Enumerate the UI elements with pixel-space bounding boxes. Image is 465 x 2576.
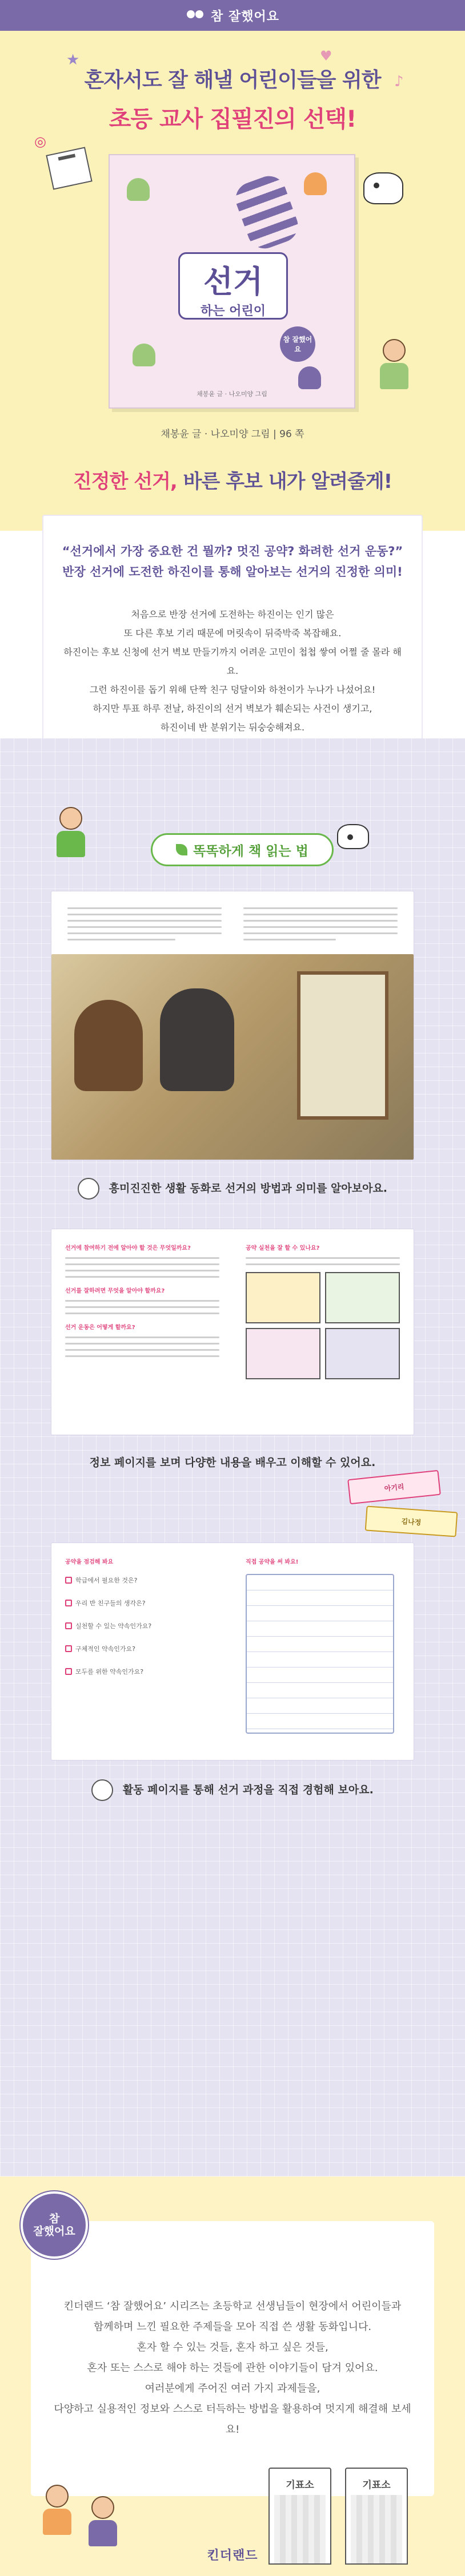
synopsis-line: 그런 하진이를 돕기 위해 단짝 친구 덩달이와 하천이가 누나가 나섰어요!: [89, 684, 376, 695]
striped-arm-illustration: [231, 171, 303, 253]
caption-story-text: 흥미진진한 생활 동화로 선거의 방법과 의미를 알아보아요.: [109, 1182, 388, 1195]
plant-icon: [304, 172, 327, 195]
plant-icon: [127, 178, 150, 201]
synopsis-line: 처음으로 반장 선거에 도전하는 하진이는 인기 많은: [131, 609, 334, 620]
booth-label: 기표소: [362, 2480, 391, 2491]
kid-illustration: [40, 2485, 74, 2536]
hero-section: [0, 31, 465, 531]
tagline-part-1: 진정한 선거,: [73, 470, 177, 493]
checkbox-icon: [65, 1622, 72, 1629]
dog-icon: [78, 1178, 99, 1200]
info-right-page: [246, 1243, 400, 1379]
dog-illustration: [337, 824, 369, 849]
activity-left-page: [65, 1557, 219, 1690]
howto-label-text: 똑똑하게 책 읽는 법: [193, 843, 308, 859]
activity-heading: 직접 공약을 써 봐요!: [246, 1559, 299, 1565]
info-heading: 선거에 참여하기 전에 알아야 할 것은 무엇일까요?: [65, 1245, 191, 1251]
cover-title: 선거: [203, 264, 263, 300]
name-tag: 아기리: [347, 1470, 441, 1504]
hero-headline-2: 초등 교사 집필진의 선택!: [109, 106, 356, 132]
kid-illustration: [86, 2496, 120, 2547]
booth-label: 기표소: [286, 2480, 314, 2491]
heart-icon: ♥: [320, 48, 332, 64]
synopsis-line: 하진이네 반 분위기는 뒤숭숭해져요.: [160, 722, 305, 733]
leaf-icon: [176, 844, 187, 855]
series-badge: 참 잘했어요: [280, 326, 315, 362]
check-item[interactable]: 구체적인 약속인가요?: [65, 1644, 219, 1653]
cover-subtitle: 하는 어린이: [201, 304, 266, 318]
comic-panels: [246, 1272, 400, 1379]
activity-spread: [51, 1543, 414, 1760]
plant-icon: [133, 344, 155, 366]
cover-title-box: [178, 252, 288, 320]
info-heading: 공약 실천을 잘 할 수 있나요?: [246, 1245, 320, 1251]
series-line: 함께하며 느낀 필요한 주제들을 모아 직접 쓴 생활 동화입니다.: [93, 2321, 372, 2333]
synopsis-quote: [61, 516, 404, 582]
story-text-right: [243, 907, 398, 945]
check-item[interactable]: 실천할 수 있는 약속인가요?: [65, 1621, 219, 1630]
series-intro-box: [31, 2221, 434, 2496]
book-cover: [109, 154, 355, 409]
info-heading: 선거를 잘하려면 무엇을 알아야 할까요?: [65, 1288, 165, 1294]
checkbox-icon: [65, 1577, 72, 1584]
ballot-box-illustration: [46, 147, 92, 189]
book-credits: 채봉윤 글 · 나오미양 그림 | 96 쪽: [161, 429, 304, 440]
tagline-part-2: 바른 후보: [183, 470, 262, 493]
brand-name: 참 잘했어요: [211, 9, 279, 24]
tagline: [0, 466, 465, 494]
brand-bar: [0, 0, 465, 31]
check-item[interactable]: 우리 반 친구들의 생각은?: [65, 1598, 219, 1608]
checkbox-icon: [65, 1645, 72, 1652]
howto-label: [151, 833, 334, 866]
info-left-page: [65, 1243, 219, 1362]
series-line: 다양하고 실용적인 정보와 스스로 터득하는 방법을 활용하여 멋지게 해결해 보세요!: [54, 2403, 411, 2436]
caption-info-text: 정보 페이지를 보며 다양한 내용을 배우고 이해할 수 있어요.: [89, 1456, 376, 1469]
name-tag: 김나정: [365, 1505, 458, 1537]
series-line: 킨더랜드 ‘참 잘했어요’ 시리즈는 초등학교 선생님들이 현장에서 어린이들과: [63, 2300, 402, 2312]
tagline-part-3: 내가 알려줄게!: [268, 470, 392, 493]
vote-stamp-icon: ◎: [34, 134, 46, 150]
plant-icon: [298, 366, 321, 389]
checkbox-icon: [65, 1600, 72, 1606]
series-section: [0, 2177, 465, 2576]
caption-activity-text: 활동 페이지를 통해 선거 과정을 직접 경험해 보아요.: [122, 1783, 374, 1796]
dog-illustration: [363, 172, 403, 204]
synopsis-quote-2: 반장 선거에 도전한 하진이를 통해 알아보는 선거의 진정한 의미!: [62, 565, 403, 579]
star-icon: ★: [66, 51, 80, 68]
story-text-left: [67, 907, 222, 945]
story-spread: [51, 891, 414, 1160]
series-line: 여러분에게 주어진 여러 가지 과제들을,: [145, 2383, 320, 2395]
series-badge: [23, 2194, 86, 2256]
brand-logo-icon: [186, 8, 205, 23]
publisher-logo: 킨더랜드: [207, 2549, 258, 2563]
dog-icon: [91, 1779, 113, 1801]
caption-info: [0, 1454, 465, 1469]
memo-pad[interactable]: [246, 1574, 394, 1734]
badge-line-2: 잘했어요: [33, 2225, 75, 2238]
kid-illustration: [377, 339, 411, 390]
story-illustration: [51, 954, 414, 1160]
activity-heading: 공약을 점검해 봐요: [65, 1559, 114, 1565]
synopsis-line: 하지만 투표 하루 전날, 하진이의 선거 벽보가 훼손되는 사건이 생기고,: [93, 703, 372, 714]
info-heading: 선거 운동은 어떻게 할까요?: [65, 1325, 135, 1331]
caption-story: [0, 1178, 465, 1200]
series-text: [31, 2296, 434, 2440]
synopsis-line: 또 다른 후보 기리 때문에 머릿속이 뒤죽박죽 복잡해요.: [123, 628, 342, 639]
check-item[interactable]: 모두를 위한 약속인가요?: [65, 1667, 219, 1676]
badge-line-1: 참: [49, 2212, 60, 2225]
kid-illustration: [54, 807, 88, 858]
synopsis-quote-1: “선거에서 가장 중요한 건 뭘까? 멋진 공약? 화려한 선거 운동?”: [62, 544, 403, 558]
synopsis-line: 하진이는 후보 신청에 선거 벽보 만들기까지 어려운 고민이 첩첩 쌓여 어쩔 줄 몰라 해요.: [63, 647, 402, 676]
music-note-icon: ♪: [394, 73, 404, 90]
howto-section: [0, 738, 465, 2177]
caption-activity: [0, 1779, 465, 1801]
checkbox-icon: [65, 1668, 72, 1675]
synopsis-body: [61, 605, 404, 756]
check-item[interactable]: 학급에서 필요한 것은?: [65, 1576, 219, 1585]
activity-right-page: [246, 1557, 400, 1572]
hero-headline-1: 혼자서도 잘 해낼 어린이들을 위한: [84, 68, 381, 92]
info-spread: [51, 1229, 414, 1435]
series-line: 혼자 또는 스스로 해야 하는 것들에 관한 이야기들이 담겨 있어요.: [87, 2362, 378, 2374]
cover-authors: 채봉윤 글 · 나오미양 그림: [197, 390, 267, 398]
series-line: 혼자 할 수 있는 것들, 혼자 하고 싶은 것들,: [137, 2341, 328, 2353]
